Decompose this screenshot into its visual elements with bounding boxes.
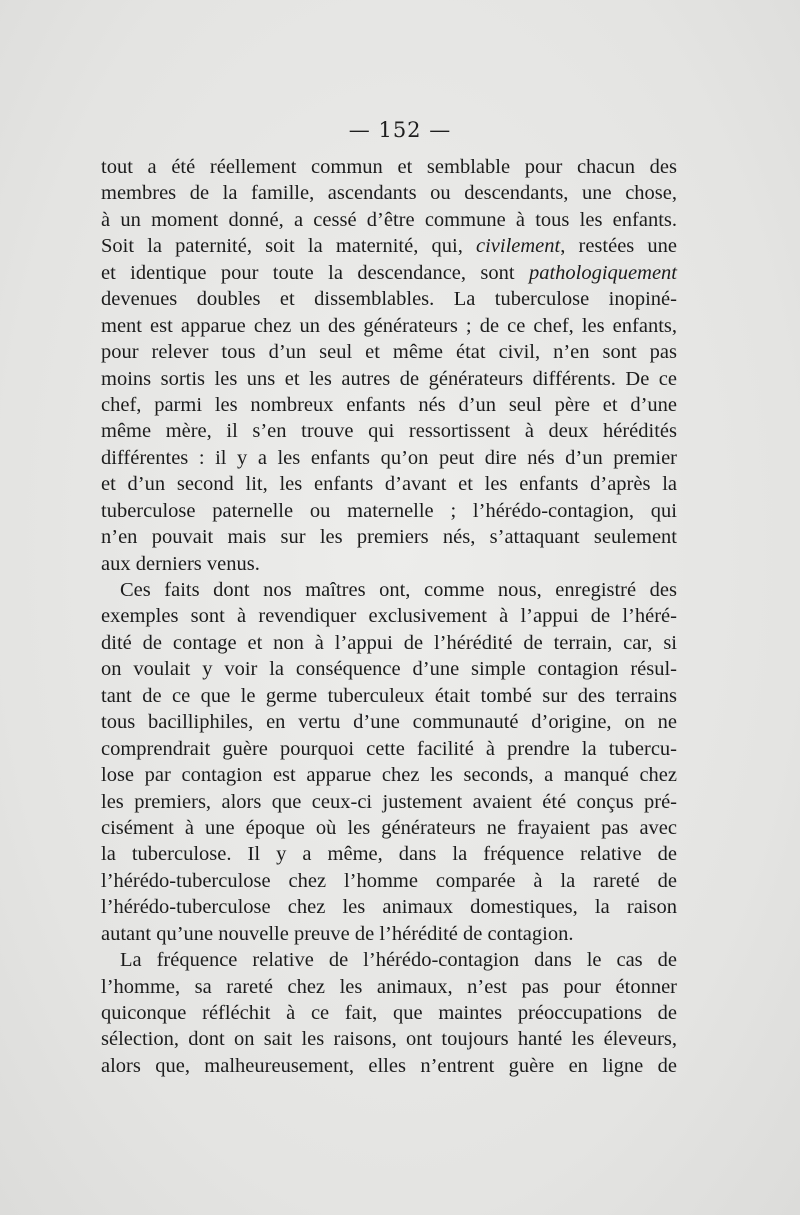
text-line: à un moment donné, a cessé d’être commune à tous les enfants. [101, 208, 677, 231]
text-line: pour relever tous d’un seul et même état civil, n’en sont pas [101, 341, 677, 364]
text-line: tout a été réellement commun et semblable pour chacun des [101, 156, 677, 178]
text-line: dité de contage et non à l’appui de l’hérédité de terrain, car, si [101, 631, 677, 654]
body-text [101, 154, 677, 1079]
text-line: autant qu’une nouvelle preuve de l’hérédité de contagion. [101, 922, 574, 945]
text-line: sélection, dont on sait les raisons, ont toujours hanté les éleveurs, [101, 1028, 677, 1051]
text-segment: , restées une [560, 235, 678, 258]
text-line: la tuberculose. Il y a même, dans la fréquence relative de [101, 843, 677, 866]
text-line: tous bacilliphiles, en vertu d’une communauté d’origine, on ne [101, 711, 677, 734]
text-line: l’hérédo-tuberculose chez les animaux domestiques, la raison [101, 896, 677, 919]
text-line: alors que, malheureusement, elles n’entrent guère en ligne de [101, 1054, 677, 1077]
text-line [101, 260, 677, 286]
text-line: quiconque réfléchit à ce fait, que maintes préoccupations de [101, 1002, 677, 1024]
text-line: moins sortis les uns et les autres de générateurs différents. De ce [101, 367, 677, 390]
text-line: cisément à une époque où les générateurs ne frayaient pas avec [101, 816, 677, 839]
text-line: La fréquence relative de l’hérédo-contagion dans le cas de [120, 949, 677, 972]
text-segment: Soit la paternité, soit la maternité, qui, [101, 235, 476, 258]
text-line: ment est apparue chez un des générateurs ; de ce chef, les enfants, [101, 314, 677, 337]
text-line: différentes : il y a les enfants qu’on peut dire nés d’un premier [101, 446, 677, 469]
text-segment: et identique pour toute la descendance, sont [101, 261, 529, 284]
text-line: et d’un second lit, les enfants d’avant et les enfants d’après la [101, 473, 677, 496]
text-line: même mère, il s’en trouve qui ressortissent à deux hérédités [101, 420, 677, 443]
text-line: on voulait y voir la conséquence d’une simple contagion résul- [101, 658, 677, 681]
text-line: aux derniers venus. [101, 552, 260, 575]
text-line: devenues doubles et dissemblables. La tuberculose inopiné- [101, 288, 677, 311]
text-line: tuberculose paternelle ou maternelle ; l’hérédo-contagion, qui [101, 499, 677, 522]
page-number: — 152 — [348, 118, 452, 142]
text-line: Ces faits dont nos maîtres ont, comme nous, enregistré des [120, 579, 677, 601]
text-line: lose par contagion est apparue chez les seconds, a manqué chez [101, 764, 677, 787]
text-line: les premiers, alors que ceux-ci justement avaient été conçus pré- [101, 790, 677, 813]
text-line: membres de la famille, ascendants ou descendants, une chose, [101, 182, 677, 205]
text-line: l’hérédo-tuberculose chez l’homme comparée à la rareté de [101, 869, 677, 892]
italic-text-segment: civilement [475, 235, 561, 258]
text-line: n’en pouvait mais sur les premiers nés, s’attaquant seulement [101, 526, 677, 549]
text-line: comprendrait guère pourquoi cette facilité à prendre la tubercu- [101, 737, 677, 760]
text-line: chef, parmi les nombreux enfants nés d’un seul père et d’une [101, 393, 677, 416]
text-line: exemples sont à revendiquer exclusivement à l’appui de l’héré- [101, 605, 677, 628]
text-line: l’homme, sa rareté chez les animaux, n’est pas pour étonner [101, 975, 677, 998]
text-line: tant de ce que le germe tuberculeux était tombé sur des terrains [101, 684, 677, 707]
text-line [101, 233, 677, 259]
italic-text-segment: pathologiquement [528, 261, 677, 284]
